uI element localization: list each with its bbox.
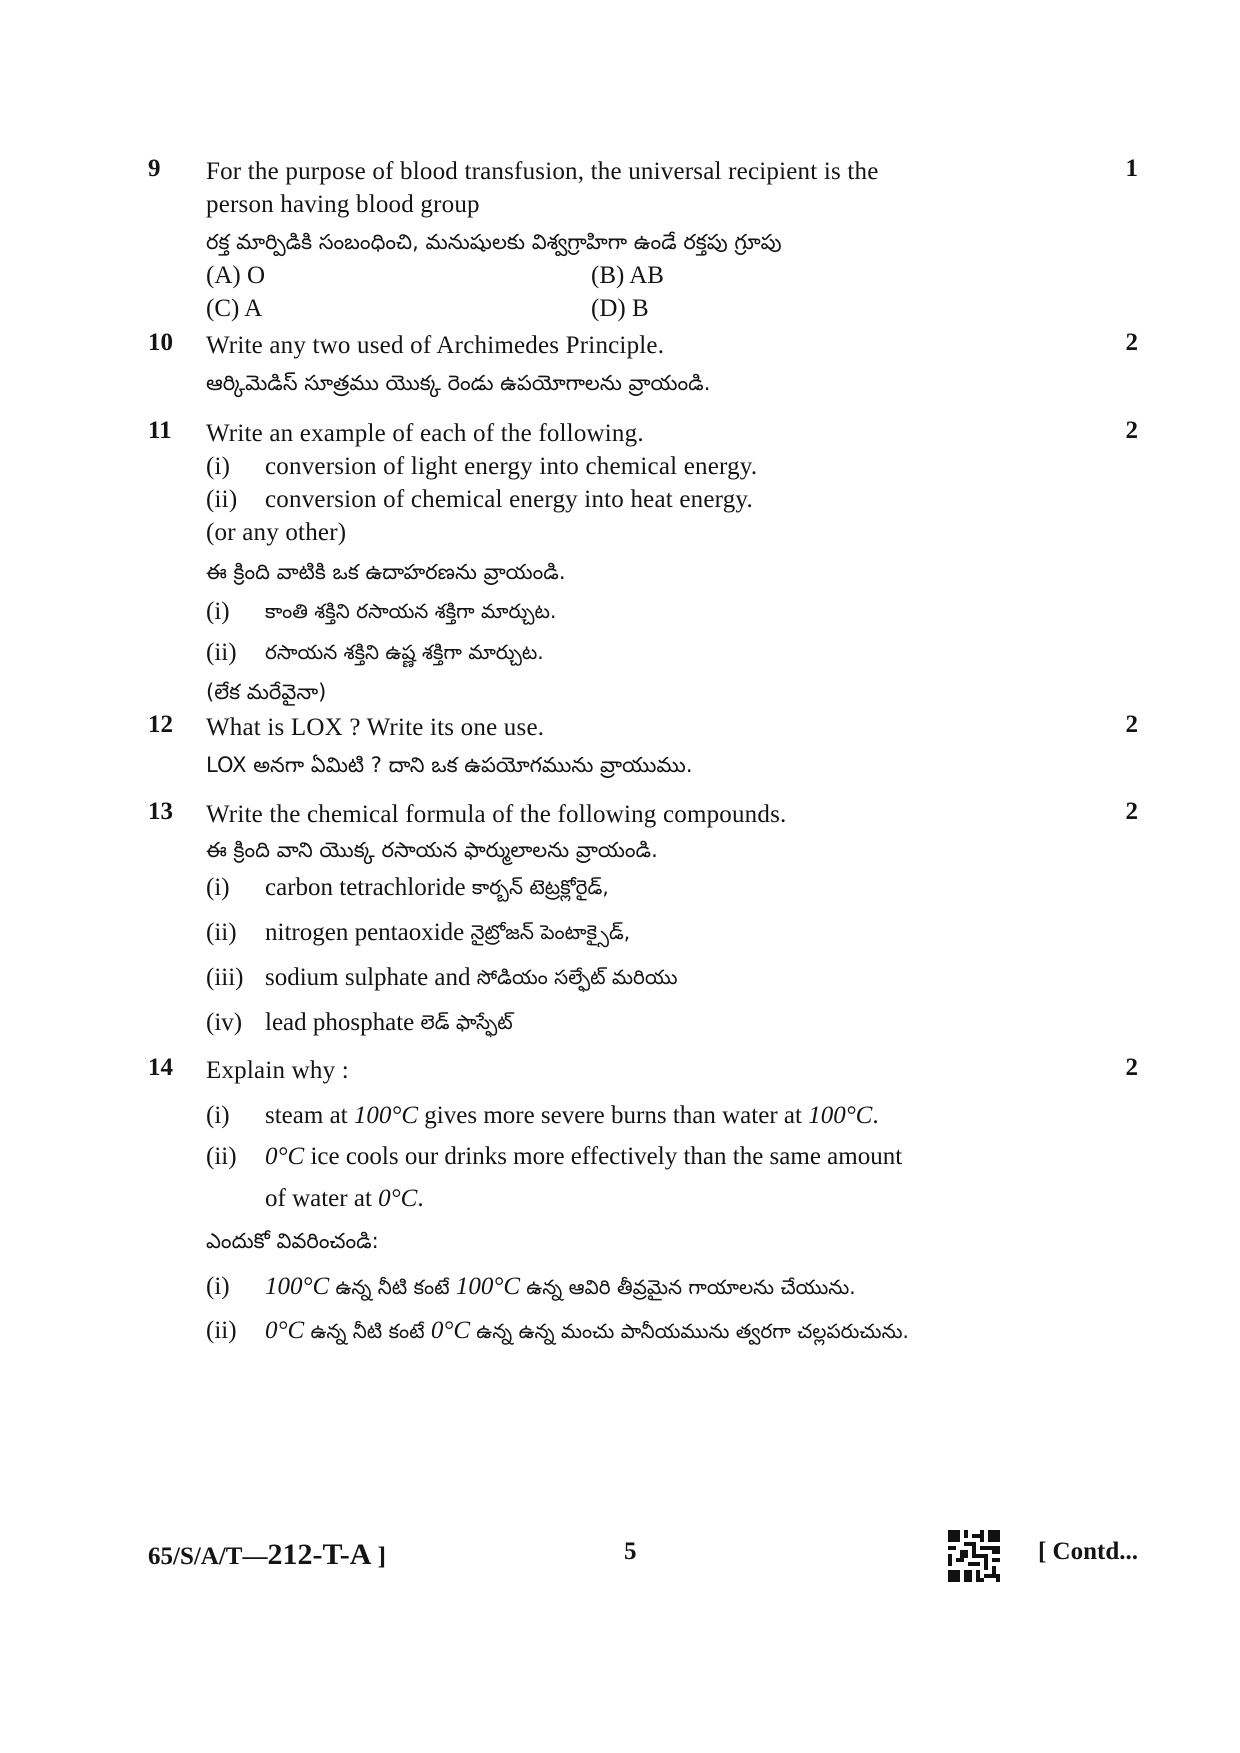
options-grid [206,259,1051,325]
sub-item-telugu [206,636,1051,669]
marks: 1 [1125,155,1138,182]
paper-code-main: 212-T-A [267,1538,372,1571]
question-text-telugu: ఆర్కిమెడిస్ సూత్రము యొక్క రెండు ఉపయోగాలను వ్రాయండి. [206,371,711,395]
sub-item-text [265,1099,879,1132]
text-part: . [417,1185,424,1212]
sub-item [206,483,1051,516]
text-part: . [872,1102,879,1129]
sub-item-number: (iv) [206,1009,243,1036]
option-d: (D) B [591,295,649,322]
question-text-telugu: రక్త మార్పిడికి సంబంధించి, మనుషులకు విశ్వగ్రాహిగా ఉండే రక్తపు గ్రూపు [206,230,782,254]
compound-name: carbon tetrachloride [265,874,466,901]
question-body [206,417,1051,709]
text-part: ice cools our drinks more effectively than the same amount [310,1143,903,1170]
option-c: (C) A [206,295,263,322]
paper-code [148,1538,386,1572]
question-number: 14 [148,1054,173,1081]
text-part: ఉన్న ఉన్న మంచు పానీయమును త్వరగా చల్లపరుచును. [476,1319,909,1343]
page-footer [148,1530,1138,1590]
question-number: 11 [148,417,172,444]
sub-item-text: కాంతి శక్తిని రసాయన శక్తిగా మార్చుట. [265,599,557,623]
question-text: Write an example of each of the following. [206,420,644,447]
text-part: of water at [265,1185,372,1212]
qr-code-icon [948,1530,1000,1582]
question-text-line: For the purpose of blood transfusion, the universal recipient is the [206,158,879,185]
compound-name-telugu: కార్బన్ టెట్రక్లోరైడ్, [471,875,609,899]
sub-item-number: (ii) [206,486,238,513]
sub-item-telugu [206,595,1051,628]
sub-item-number: (i) [206,598,230,625]
compound-item [206,871,1051,904]
option-b: (B) AB [591,262,664,289]
marks: 2 [1125,417,1138,444]
question-number: 9 [148,155,161,182]
question-text: Explain why : [206,1057,349,1084]
question-text: What is LOX ? Write its one use. [206,714,545,741]
temperature: 100°C [353,1102,419,1129]
question-number: 10 [148,329,173,356]
question-text-telugu: ఈ క్రింది వాటికి ఒక ఉదాహరణను వ్రాయండి. [206,560,566,584]
sub-item-number: (ii) [206,1143,237,1170]
marks: 2 [1125,711,1138,738]
marks: 2 [1125,798,1138,825]
compound-name-telugu: నైట్రోజన్ పెంటాక్సైడ్, [470,920,631,944]
compound-name-telugu: లెడ్ ఫాస్ఫేట్ [420,1010,513,1034]
sub-item-number: (ii) [206,919,237,946]
text-part: ఉన్న నీటి కంటే [335,1275,450,1299]
option-a: (A) O [206,262,266,289]
text-part: gives more severe burns than water at [424,1102,802,1129]
temperature: 0°C [378,1185,418,1212]
sub-item-number: (i) [206,1273,230,1300]
compound-item [206,916,1051,949]
sub-item-number: (i) [206,453,231,480]
question-text: Write the chemical formula of the following compounds. [206,801,787,828]
sub-item [206,450,1051,483]
question-note-telugu: (లేక మరేవైనా) [206,680,327,704]
marks: 2 [1125,329,1138,356]
text-part: ఉన్న ఆవిరి తీవ్రమైన గాయాలను చేయును. [526,1275,856,1299]
paper-code-prefix: 65/S/A/T— [148,1543,268,1570]
question-body [206,1054,1051,1348]
temperature: 100°C [808,1102,873,1129]
question-body [206,798,1051,1039]
compound-item [206,961,1051,994]
sub-item-number: (ii) [206,639,237,666]
text-part: steam at [265,1102,348,1129]
paper-code-suffix: ] [371,1543,386,1570]
continued-label: [ Contd... [1037,1538,1138,1565]
sub-item-text: రసాయన శక్తిని ఉష్ణ శక్తిగా మార్చుట. [265,640,544,664]
question-text-telugu: ఈ క్రింది వాని యొక్క రసాయన ఫార్ములాలను వ్రాయండి. [206,838,658,862]
question-body [206,329,1051,400]
sub-item-text [265,1270,856,1304]
compound-name: nitrogen pentaoxide [265,919,465,946]
question-text-line: person having blood group [206,191,480,218]
text-part: ఉన్న నీటి కంటే [310,1319,425,1343]
temperature: 100°C [265,1273,330,1300]
marks: 2 [1125,1054,1138,1081]
sub-item-text [265,1314,909,1348]
question-body [206,711,1051,782]
page-number: 5 [624,1538,637,1565]
question-text-telugu: LOX అనగా ఏమిటి ? దాని ఒక ఉపయోగమును వ్రాయుము. [206,753,693,777]
temperature: 100°C [455,1273,521,1300]
temperature: 0°C [430,1317,471,1344]
question-text-telugu: ఎందుకో వివరించండి: [206,1229,379,1253]
question-number: 13 [148,798,173,825]
sub-item-number: (ii) [206,1317,237,1344]
compound-name-telugu: సోడియం సల్ఫేట్ మరియు [476,965,678,989]
sub-item-telugu [206,1314,1051,1348]
question-number: 12 [148,711,173,738]
compound-name: sodium sulphate and [265,964,471,991]
sub-item-text: conversion of light energy into chemical energy. [265,453,758,480]
sub-item-text: conversion of chemical energy into heat energy. [265,486,753,513]
temperature: 0°C [265,1143,305,1170]
sub-item [206,1136,1051,1220]
sub-item [206,1099,1051,1132]
question-body [206,155,1051,325]
sub-item-number: (i) [206,1102,230,1129]
sub-item-text [265,1136,902,1220]
temperature: 0°C [265,1317,305,1344]
question-text: Write any two used of Archimedes Principle. [206,332,665,359]
compound-item [206,1006,1051,1039]
question-note: (or any other) [206,519,347,546]
sub-item-number: (iii) [206,964,244,991]
sub-item-number: (i) [206,874,230,901]
compound-name: lead phosphate [265,1009,415,1036]
sub-item-telugu [206,1270,1051,1304]
